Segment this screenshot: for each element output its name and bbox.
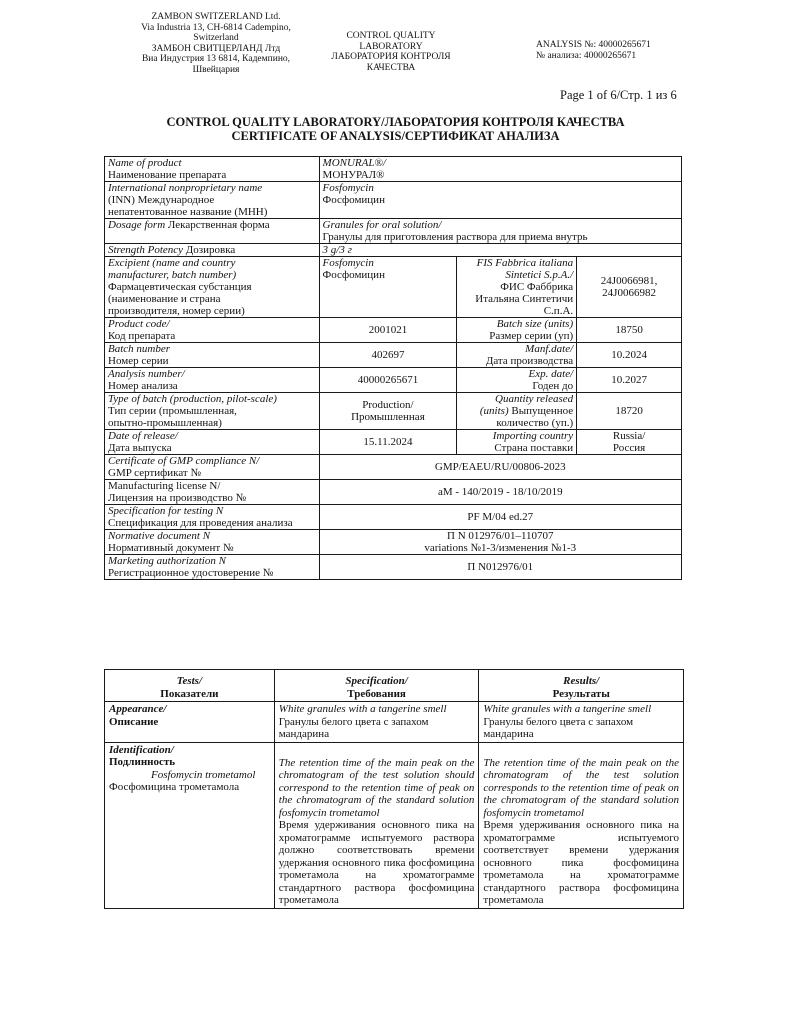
label-en: Dosage form [108, 219, 166, 231]
lab-name-line: CONTROL QUALITY [346, 31, 436, 41]
label-en: Date of release/ [108, 430, 178, 442]
row-gmp [105, 455, 682, 480]
label-ru: количество (уп.) [496, 417, 574, 429]
spec-en: White granules with a tangerine smell [278, 703, 447, 715]
label-ru: Выпущенное [511, 405, 574, 417]
qty-released-value: 18720 [577, 393, 682, 430]
value-en: Fosfomycin [322, 257, 374, 269]
label-en: Batch size (units) [496, 318, 574, 330]
col-res-ru: Результаты [552, 687, 610, 700]
company-address [126, 12, 306, 75]
analysis-number-value: 40000265671 [319, 368, 457, 393]
company-address-line: Via Industria 13, CH-6814 Cadempino, [141, 22, 291, 33]
page-title: CONTROL QUALITY LABORATORY/ЛАБОРАТОРИЯ КОНТРОЛЯ КАЧЕСТВА [166, 115, 625, 129]
test-name-ru: Подлинность [109, 756, 176, 768]
importing-en: Russia/ [612, 430, 646, 442]
manufacturer-ru: Итальяна Синтетичи [475, 293, 574, 305]
label-ru: Нормативный документ № [108, 542, 234, 554]
row-appearance [105, 702, 684, 743]
batch-type-ru: Промышленная [351, 411, 425, 423]
gmp-value: GMP/EAEU/RU/00806-2023 [319, 455, 681, 480]
label-en: (units) [479, 405, 509, 417]
label-ru: Номер анализа [108, 380, 178, 392]
test-sub-en: Fosfomycin trometamol [151, 768, 256, 781]
value: 3 g/3 г [322, 244, 352, 256]
label-ru: Лекарственная форма [167, 219, 270, 231]
label-mixed: (INN) Международное [108, 194, 215, 206]
value-ru: Фосфомицин [322, 269, 385, 281]
label-en: Marketing authorization N [108, 555, 226, 567]
spec-ru: Время удерживания основного пика на хроматограмме испытуемого раствора должно соответствовать времени удержания основного пика фосфомицина трометамола на хроматограмме стандартного раствора фосфомицина трометамола [278, 819, 475, 906]
company-name-en: ZAMBON SWITZERLAND Ltd. [151, 12, 281, 22]
value-en: MONURAL®/ [322, 157, 386, 169]
label-en: Specification for testing N [108, 505, 224, 517]
row-inn [105, 182, 682, 219]
row-batch-number [105, 343, 682, 368]
value-en: Fosfomycin [322, 182, 374, 194]
value-en: Granules for oral solution/ [322, 219, 442, 231]
row-normative [105, 530, 682, 555]
label-ru: Спецификация для проведения анализа [108, 517, 293, 529]
results-header-row [105, 670, 684, 702]
label-en: Analysis number/ [108, 368, 185, 380]
label-ru: GMP сертификат № [108, 467, 201, 479]
company-country-ru: Швейцария [192, 64, 240, 75]
batch-type-en: Production/ [362, 399, 414, 411]
result-en: The retention time of the main peak on the chromatogram of the test solution corresponds to the retention time of peak on the chromatogram of the standard solution fosfomycin trometamol [483, 756, 679, 819]
label-ru: Дата производства [485, 355, 574, 367]
row-spec [105, 505, 682, 530]
norm-value: П N 012976/01–110707 [447, 530, 554, 542]
label-en: Type of batch (production, pilot-scale) [108, 393, 277, 405]
col-spec-ru: Требования [347, 687, 406, 700]
col-res-en: Results/ [563, 675, 600, 687]
row-license [105, 480, 682, 505]
product-code-value: 2001021 [319, 318, 457, 343]
label-ru: Дата выпуска [108, 442, 172, 454]
row-identification [105, 742, 684, 908]
batch-size-value: 18750 [577, 318, 682, 343]
row-marketing-auth [105, 555, 682, 580]
value-ru: Фосфомицин [322, 194, 385, 206]
company-address-line-ru: Виа Индустрия 13 6814, Кадемпино, [141, 54, 291, 64]
manufacturer-en: Sintetici S.p.A./ [505, 269, 574, 281]
col-tests-ru: Показатели [160, 687, 219, 700]
lab-name [326, 31, 456, 73]
label-en: Importing country [492, 430, 574, 442]
label-en: Batch number [108, 343, 171, 355]
manufacturer-ru: ФИС Фаббрика [500, 281, 574, 293]
spec-value: PF M/04 ed.27 [319, 505, 681, 530]
manf-date-value: 10.2024 [577, 343, 682, 368]
row-excipient [105, 257, 682, 318]
page-number: Page 1 of 6/Стр. 1 из 6 [560, 88, 677, 102]
label-ru: Лицензия на производство № [108, 492, 247, 504]
label-ru: Дозировка [185, 244, 236, 256]
row-dosage [105, 219, 682, 244]
page-subtitle: CERTIFICATE OF ANALYSIS/СЕРТИФИКАТ АНАЛИЗА [231, 129, 560, 143]
label-ru: Фармацевтическая субстанция [108, 281, 252, 293]
norm-variations: variations №1-3/изменения №1-3 [424, 542, 577, 554]
label-en: Manufacturing license N/ [108, 480, 221, 492]
row-analysis-number [105, 368, 682, 393]
batch-number-value: 402697 [319, 343, 457, 368]
label-en: Name of product [108, 157, 182, 169]
value-ru: Гранулы для приготовления раствора для приема внутрь [322, 231, 588, 243]
importing-ru: Россия [612, 442, 646, 454]
label-ru: (наименование и страна [108, 293, 221, 305]
test-name-ru: Описание [109, 715, 159, 728]
batch-value: 24J0066982 [602, 287, 656, 299]
row-strength [105, 244, 682, 257]
product-info-table [104, 156, 682, 580]
label-en: Product code/ [108, 318, 170, 330]
label-en: Normative document N [108, 530, 211, 542]
lab-name-line: КАЧЕСТВА [366, 62, 416, 73]
label-en: Quantity released [495, 393, 574, 405]
label-en: International nonproprietary name [108, 182, 263, 194]
spec-en: The retention time of the main peak on the chromatogram of the test solution should correspond to the retention time of peak on the chromatogram of the standard solution fosfomycin trometamol [278, 756, 475, 819]
label-ru: Код препарата [108, 330, 176, 342]
label-ru: Тип серии (промышленная, [108, 405, 237, 417]
label-ru: непатентованное название (МНН) [108, 206, 268, 218]
result-en: White granules with a tangerine smell [483, 703, 652, 715]
label-ru: Размер серии (уп) [489, 330, 574, 342]
label-ru: Страна поставки [494, 442, 574, 454]
result-ru: Гранулы белого цвета с запахом мандарина [483, 715, 634, 740]
manufacturer-en: FIS Fabbrica italiana [476, 257, 574, 269]
value-ru: МОНУРАЛ® [322, 169, 385, 181]
row-product-name [105, 157, 682, 182]
analysis-number-ru: № анализа: 40000265671 [536, 50, 637, 61]
test-name-en: Identification/ [109, 743, 174, 756]
company-name-ru: ЗАМБОН СВИТЦЕРЛАНД Лтд [151, 43, 281, 54]
license-value: aM - 140/2019 - 18/10/2019 [319, 480, 681, 505]
row-batch-type [105, 393, 682, 430]
analysis-number-header [536, 40, 686, 61]
label-ru: Номер серии [108, 355, 169, 367]
results-table [104, 669, 684, 909]
ma-value: П N012976/01 [319, 555, 681, 580]
label-ru: опытно-промышленная) [108, 417, 222, 429]
analysis-number-en: ANALYSIS №: 40000265671 [536, 40, 651, 50]
label-ru: Годен до [532, 380, 574, 392]
label-ru: Наименование препарата [108, 169, 227, 181]
company-country: Switzerland [193, 33, 239, 43]
spec-ru: Гранулы белого цвета с запахом мандарина [278, 715, 429, 740]
row-product-code [105, 318, 682, 343]
release-date-value: 15.11.2024 [319, 430, 457, 455]
label-en: Exp. date/ [528, 368, 574, 380]
row-release-date [105, 430, 682, 455]
result-ru: Время удерживания основного пика на хроматограмме испытуемого соответствует времени удержания основного пика фосфомицина трометамола на хроматограмме стандартного раствора фосфомицина трометамола [483, 819, 679, 906]
manufacturer-ru: С.п.А. [543, 305, 574, 317]
test-sub-ru: Фосфомицина трометамола [109, 781, 240, 793]
label-ru: Регистрационное удостоверение № [108, 567, 274, 579]
label-en: Strength Potency [108, 244, 184, 256]
col-tests-en: Tests/ [176, 675, 203, 687]
label-en: Certificate of GMP compliance N/ [108, 455, 260, 467]
lab-name-line: ЛАБОРАТОРИЯ КОНТРОЛЯ [331, 52, 451, 62]
col-spec-en: Specification/ [345, 675, 408, 687]
exp-date-value: 10.2027 [577, 368, 682, 393]
label-en: Manf.date/ [525, 343, 574, 355]
label-ru: производителя, номер серии) [108, 305, 245, 317]
test-name-en: Appearance/ [109, 703, 167, 715]
label-en: manufacturer, batch number) [108, 269, 237, 281]
batch-value: 24J0066981, [600, 275, 658, 287]
lab-name-line: LABORATORY [359, 41, 423, 52]
label-en: Excipient (name and country [108, 257, 236, 269]
